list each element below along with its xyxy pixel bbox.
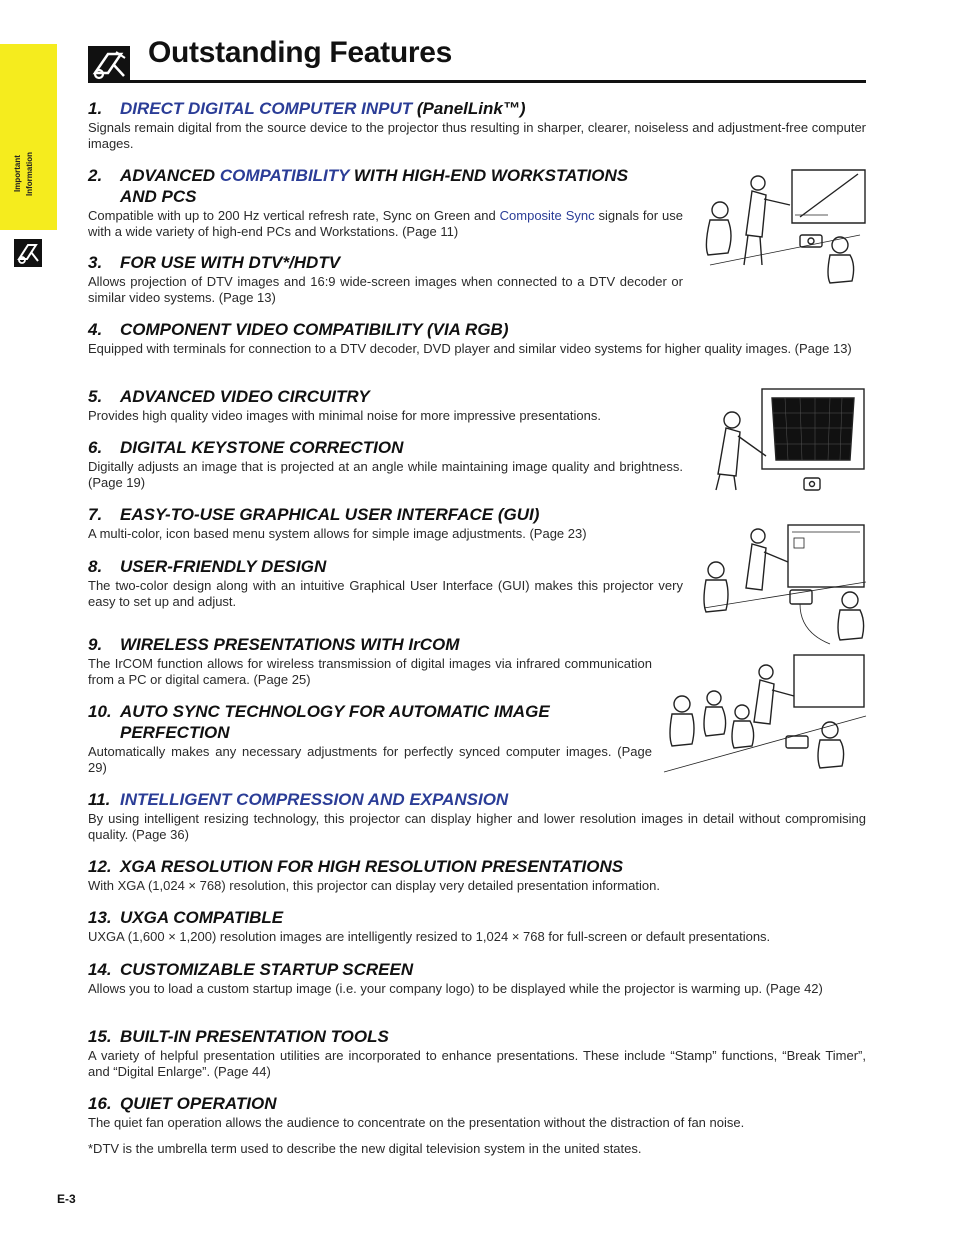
feature-item-15 [88,1026,866,1079]
feature-item-7 [88,504,688,542]
feature-item-4 [88,319,866,357]
feature-heading: 9. WIRELESS PRESENTATIONS WITH IrCOM [88,635,460,654]
feature-description: Automatically makes any necessary adjustments for perfectly synced computer images. (Page 29) [88,744,652,775]
presentation-illustration [700,165,868,290]
feature-item-11 [88,789,866,842]
page-title: Outstanding Features [148,36,453,69]
feature-item-3 [88,252,683,305]
feature-item-10 [88,701,652,775]
feature-description: The IrCOM function allows for wireless transmission of digital images via infrared communication from a PC or digital camera. (Page 25) [88,656,652,687]
feature-description: Compatible with up to 200 Hz vertical refresh rate, Sync on Green and Composite Sync signals for use with a wide variety of high-end PCs and Workstations. (Page 11) [88,208,683,239]
feature-item-1 [88,98,866,151]
feature-heading: 12. XGA RESOLUTION FOR HIGH RESOLUTION PRESENTATIONS [88,857,624,876]
section-tab-label [9,62,49,202]
projector-pen-icon [14,239,42,267]
feature-item-13 [88,907,866,945]
audience-illustration [662,652,868,776]
section-tab-line2: Information [25,152,34,196]
gui-illustration [700,522,868,647]
keystone-illustration [700,386,868,501]
feature-heading: 10. AUTO SYNC TECHNOLOGY FOR AUTOMATIC IMAGE PERFECTION [88,702,550,742]
feature-description: A variety of helpful presentation utilities are incorporated to enhance presentations. These include “Stamp” functions, “Break Timer”, and “Digital Enlarge”. (Page 44) [88,1048,866,1079]
feature-item-12 [88,856,866,894]
feature-heading: 2. ADVANCED COMPATIBILITY WITH HIGH-END WORKSTATIONS AND PCS [88,166,629,206]
feature-heading: 15. BUILT-IN PRESENTATION TOOLS [88,1027,389,1046]
feature-heading: 13. UXGA COMPATIBLE [88,908,284,927]
feature-description: The two-color design along with an intuitive Graphical User Interface (GUI) makes this projector very easy to set up and adjust. [88,578,683,609]
feature-heading: 5. ADVANCED VIDEO CIRCUITRY [88,387,370,406]
feature-item-2 [88,165,683,239]
section-tab [0,44,57,230]
feature-description: A multi-color, icon based menu system allows for simple image adjustments. (Page 23) [88,526,587,541]
title-divider [88,80,866,83]
feature-heading: 11. INTELLIGENT COMPRESSION AND EXPANSION [88,790,509,809]
feature-description: Provides high quality video images with minimal noise for more impressive presentations. [88,408,602,423]
page-number: E-3 [57,1192,76,1206]
feature-description: Signals remain digital from the source device to the projector thus resulting in sharper, clearer, noiseless and adjustment-free computer images. [88,120,866,151]
feature-item-14 [88,959,866,997]
feature-description: With XGA (1,024 × 768) resolution, this projector can display very detailed presentation information. [88,878,660,893]
feature-heading: 8. USER-FRIENDLY DESIGN [88,557,327,576]
feature-heading: 4. COMPONENT VIDEO COMPATIBILITY (VIA RGB) [88,320,509,339]
feature-description: The quiet fan operation allows the audience to concentrate on the presentation without the distraction of fan noise. [88,1115,745,1130]
feature-heading: 16. QUIET OPERATION [88,1094,277,1113]
feature-item-9 [88,634,652,687]
feature-heading: 7. EASY-TO-USE GRAPHICAL USER INTERFACE (GUI) [88,505,540,524]
feature-description: UXGA (1,600 × 1,200) resolution images are intelligently resized to 1,024 × 768 for full-screen or default presentations. [88,929,771,944]
feature-description: Allows projection of DTV images and 16:9 wide-screen images when connected to a DTV decoder or similar video systems. (Page 13) [88,274,683,305]
feature-item-8 [88,556,683,609]
projector-pen-icon [88,46,130,82]
feature-description: Equipped with terminals for connection to a DTV decoder, DVD player and similar video systems for higher quality images. (Page 13) [88,341,852,356]
feature-item-5 [88,386,683,424]
feature-description: Allows you to load a custom startup image (i.e. your company logo) to be displayed while the projector is warming up. (Page 42) [88,981,823,996]
feature-heading: 3. FOR USE WITH DTV*/HDTV [88,253,341,272]
feature-description: Digitally adjusts an image that is projected at an angle while maintaining image quality and brightness. (Page 19) [88,459,683,490]
feature-item-6 [88,437,683,490]
feature-heading: 6. DIGITAL KEYSTONE CORRECTION [88,438,404,457]
feature-heading: 1. DIRECT DIGITAL COMPUTER INPUT (PanelLink™) [88,99,526,118]
feature-item-16 [88,1093,866,1131]
feature-heading: 14. CUSTOMIZABLE STARTUP SCREEN [88,960,414,979]
feature-description: By using intelligent resizing technology, this projector can display higher and lower resolution images in detail without compromising quality. (Page 36) [88,811,866,842]
section-tab-line1: Important [13,155,22,192]
footnote: *DTV is the umbrella term used to describe the new digital television system in the united states. [88,1141,642,1156]
